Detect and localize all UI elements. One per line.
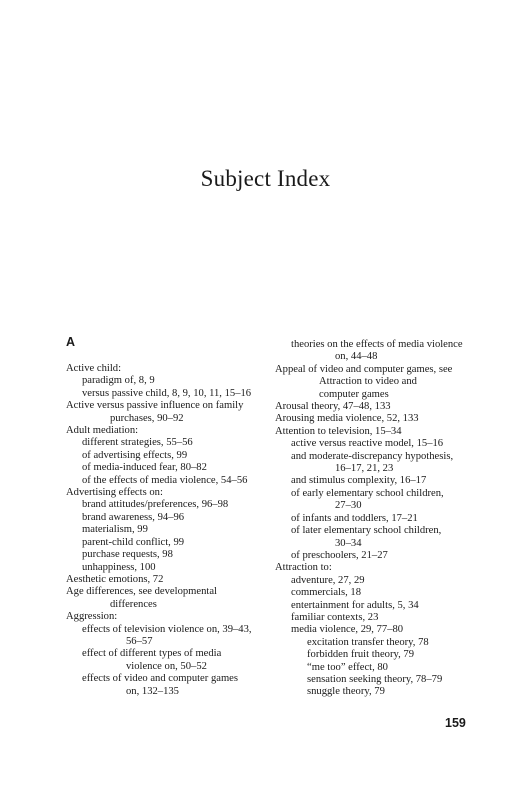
section-letter: A — [66, 335, 76, 349]
index-entry: and moderate-discrepancy hypothesis, — [291, 450, 454, 462]
index-entry: computer games — [319, 388, 389, 400]
index-column-left — [66, 363, 271, 698]
index-entry: Active versus passive influence on family — [66, 400, 244, 412]
index-entry: effects of television violence on, 39–43, — [82, 623, 252, 635]
index-entry: on, 132–135 — [126, 685, 179, 697]
index-entry: Appeal of video and computer games, see — [275, 363, 453, 375]
index-entry: violence on, 50–52 — [126, 660, 207, 672]
index-entry: Attraction to: — [275, 562, 332, 574]
index-entry: Active child: — [66, 363, 122, 374]
index-entry: parent-child conflict, 99 — [82, 536, 185, 548]
index-entry: sensation seeking theory, 78–79 — [307, 673, 443, 685]
index-entry: 27–30 — [335, 500, 362, 512]
index-entry: unhappiness, 100 — [82, 561, 156, 573]
index-entry: of early elementary school children, — [291, 487, 444, 499]
index-entry: adventure, 27, 29 — [291, 574, 365, 586]
index-entry: materialism, 99 — [82, 524, 148, 536]
index-entry: of the effects of media violence, 54–56 — [82, 474, 248, 486]
index-entry: active versus reactive model, 15–16 — [291, 438, 444, 450]
index-entry: differences — [110, 598, 157, 610]
index-entry: commercials, 18 — [291, 587, 362, 599]
index-entry: effects of video and computer games — [82, 673, 239, 685]
index-entry: of later elementary school children, — [291, 525, 442, 537]
index-entry: 16–17, 21, 23 — [335, 463, 394, 475]
index-entry: familiar contexts, 23 — [291, 611, 379, 623]
index-entry: media violence, 29, 77–80 — [291, 624, 404, 636]
index-entry: Attention to television, 15–34 — [275, 425, 402, 437]
index-entry: Arousal theory, 47–48, 133 — [275, 401, 391, 413]
index-entry: purchases, 90–92 — [110, 412, 184, 424]
index-entry: brand awareness, 94–96 — [82, 511, 185, 523]
index-entry: of advertising effects, 99 — [82, 449, 188, 461]
index-entry: Age differences, see developmental — [66, 586, 217, 598]
index-entry: 30–34 — [335, 537, 362, 549]
index-entry: effect of different types of media — [82, 648, 222, 660]
index-entry: brand attitudes/preferences, 96–98 — [82, 499, 229, 511]
index-entry: forbidden fruit theory, 79 — [307, 649, 414, 661]
index-entry: theories on the effects of media violence — [291, 339, 463, 350]
index-entry: entertainment for adults, 5, 34 — [291, 599, 419, 611]
index-entry: of preschoolers, 21–27 — [291, 549, 388, 561]
index-entry: and stimulus complexity, 16–17 — [291, 475, 427, 487]
index-column-right — [275, 339, 480, 699]
index-entry: snuggle theory, 79 — [307, 686, 385, 698]
index-entry: different strategies, 55–56 — [82, 437, 193, 449]
index-entry: excitation transfer theory, 78 — [307, 636, 429, 648]
index-entry: Advertising effects on: — [66, 487, 163, 499]
index-entry: Aggression: — [66, 611, 118, 623]
index-entry: Arousing media violence, 52, 133 — [275, 413, 419, 425]
index-entry: Attraction to video and — [319, 376, 417, 388]
index-entry: of infants and toddlers, 17–21 — [291, 512, 418, 524]
index-entry: Adult mediation: — [66, 425, 139, 437]
index-entry: purchase requests, 98 — [82, 549, 173, 561]
index-entry: of media-induced fear, 80–82 — [82, 462, 207, 474]
index-entry: paradigm of, 8, 9 — [82, 375, 155, 387]
index-entry: 56–57 — [126, 635, 153, 647]
page-number: 159 — [445, 716, 466, 730]
index-entry: “me too” effect, 80 — [307, 661, 388, 673]
index-entry: versus passive child, 8, 9, 10, 11, 15–16 — [82, 387, 252, 399]
index-entry: Aesthetic emotions, 72 — [66, 573, 164, 585]
page-title: Subject Index — [200, 166, 331, 191]
index-entry: on, 44–48 — [335, 351, 378, 363]
